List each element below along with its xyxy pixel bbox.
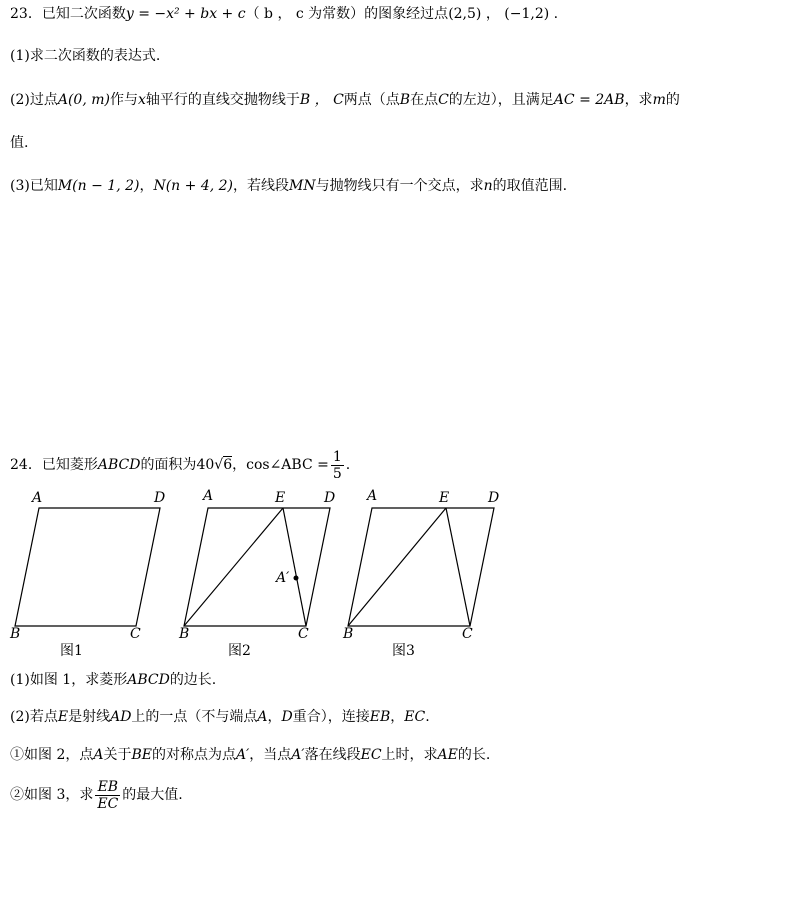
text: 作与: [109, 92, 138, 108]
var-n: n: [483, 178, 493, 194]
q23-stem-prefix: 23．已知二次函数: [10, 6, 126, 22]
figures: [0, 486, 812, 666]
text: 上的一点（不与端点: [131, 709, 258, 725]
text: (2)若点: [10, 709, 58, 725]
q23-stem: [10, 4, 558, 24]
seg-EC: EC: [404, 709, 426, 725]
cos-expr: cos∠ABC =: [246, 457, 329, 473]
fig1-caption: 图1: [60, 643, 83, 659]
condition: AC = 2AB: [553, 92, 625, 108]
text: 的: [665, 92, 680, 108]
text: 的左边），且满足: [448, 92, 554, 108]
q24-sub1: [10, 745, 490, 765]
frac-den: 5: [332, 465, 342, 482]
text: (3)已知: [10, 178, 58, 194]
var-A: A: [257, 709, 268, 725]
fig3-EC: [446, 508, 470, 626]
var-E: E: [57, 709, 69, 725]
q23-points: (2,5) ， (−1,2) .: [448, 6, 559, 22]
text: ，当点: [249, 747, 292, 763]
text: 的取值范围.: [492, 178, 568, 194]
fig2-label-B: B: [179, 626, 190, 642]
q24-part1: [10, 670, 216, 690]
text: 24．已知菱形: [10, 457, 98, 473]
text: 轴平行的直线交抛物线于: [145, 92, 300, 108]
fig2-Aprime-dot: [294, 576, 299, 581]
text: 与抛物线只有一个交点，求: [315, 178, 484, 194]
seg-EB: EB: [369, 709, 391, 725]
text: .: [345, 457, 351, 473]
seg-BE: BE: [131, 747, 152, 763]
var-B: B: [399, 92, 411, 108]
text: ，求: [624, 92, 653, 108]
fig3-label-D: D: [488, 490, 500, 506]
fig3-label-B: B: [343, 626, 354, 642]
seg-EC: EC: [360, 747, 382, 763]
q24-sub2: [10, 778, 183, 812]
frac-num: 1: [332, 448, 342, 465]
q24-part2: [10, 707, 430, 727]
segment-MN: MN: [289, 178, 316, 194]
text: 落在线段: [304, 747, 361, 763]
text: 的边长.: [169, 672, 217, 688]
q23-part2-cont: 值.: [10, 135, 29, 151]
text: ②如图 3，求: [10, 787, 94, 803]
var-m: m: [652, 92, 666, 108]
var-C: C: [438, 92, 449, 108]
fig1-label-A: A: [32, 490, 43, 506]
seg-AE: AE: [437, 747, 458, 763]
fig1-rhombus: [15, 508, 160, 626]
text: 的长.: [457, 747, 491, 763]
q23-stem-mid: （ b ， c 为常数）的图象经过点: [245, 6, 449, 22]
frac-num: EB: [95, 779, 120, 796]
var-Aprime: A′: [236, 747, 250, 763]
text: 是射线: [68, 709, 111, 725]
fig2-rhombus: [184, 508, 330, 626]
fig2-label-D: D: [324, 490, 336, 506]
text: (2)过点: [10, 92, 58, 108]
var-Aprime: A′: [291, 747, 305, 763]
fig2-label-Aprime: A′: [276, 570, 290, 586]
text: ，: [267, 709, 282, 725]
var-A: A: [93, 747, 104, 763]
point-A: A(0, m): [57, 92, 110, 108]
q23-part2: [10, 90, 680, 110]
fig2-caption: 图2: [228, 643, 251, 659]
text: 在点: [410, 92, 439, 108]
q23-part3: [10, 176, 567, 196]
text: .: [425, 709, 430, 725]
text: 的面积为: [140, 457, 197, 473]
fig2-label-E: E: [275, 490, 286, 506]
text: 上时，求: [381, 747, 438, 763]
fig1-label-C: C: [130, 626, 141, 642]
fraction-one-fifth: [331, 449, 344, 482]
rhombus-name: ABCD: [97, 457, 141, 473]
text: ，: [390, 709, 405, 725]
text: 的对称点为点: [152, 747, 236, 763]
text: 关于: [103, 747, 132, 763]
fig2-label-A: A: [203, 488, 214, 504]
area-radicand: 6: [223, 457, 233, 473]
figure-drawing: [0, 486, 812, 666]
frac-den: EC: [97, 795, 119, 812]
fig3-caption: 图3: [392, 643, 415, 659]
q24-stem: 24．已知菱形ABCD的面积为40√6，cos∠ABC = $\frac{1}{5}$ .: [10, 448, 351, 482]
fig2-label-C: C: [298, 626, 309, 642]
fig3-EB: [348, 508, 446, 626]
fig3-label-E: E: [439, 490, 450, 506]
text: (1)如图 1，求菱形: [10, 672, 128, 688]
fig1-label-D: D: [154, 490, 166, 506]
point-N: N(n + 4, 2): [153, 178, 234, 194]
fig1-label-B: B: [10, 626, 21, 642]
points-BC: B ， C: [299, 92, 344, 108]
q23-part1: (1)求二次函数的表达式.: [10, 48, 161, 64]
text: ，若线段: [233, 178, 290, 194]
fig2-EB: [184, 508, 283, 626]
area-coef: 40: [196, 457, 215, 473]
fraction-EB-EC: [95, 779, 120, 812]
text: 两点（点: [343, 92, 400, 108]
ray-AD: AD: [110, 709, 132, 725]
text: 的最大值.: [122, 787, 183, 803]
text: 重合），连接: [292, 709, 370, 725]
text: ①如图 2，点: [10, 747, 94, 763]
text: ，: [232, 457, 247, 473]
var-D: D: [281, 709, 293, 725]
var-x: x: [137, 92, 146, 108]
fig3-label-C: C: [462, 626, 473, 642]
q23-function: y = −x² + bx + c: [125, 6, 246, 22]
fig3-rhombus: [348, 508, 494, 626]
fig3-label-A: A: [367, 488, 378, 504]
point-M: M(n − 1, 2): [57, 178, 140, 194]
text: ，: [139, 178, 154, 194]
fig2-EC: [283, 508, 306, 626]
rhombus-name: ABCD: [127, 672, 170, 688]
